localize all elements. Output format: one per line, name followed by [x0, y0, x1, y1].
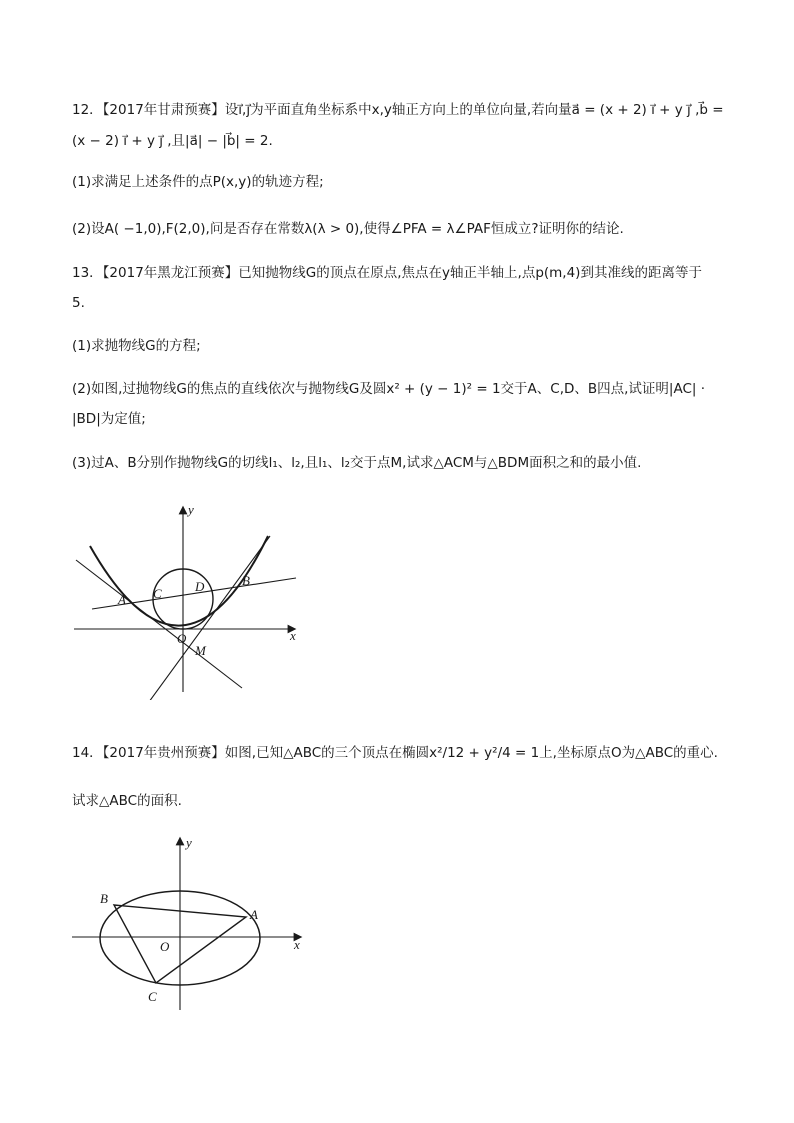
label-B: B [100, 891, 108, 906]
label-O: O [177, 631, 187, 646]
label-y: y [186, 835, 192, 850]
problem-12-line-2: (x − 2) i⃗ + y j⃗ ,且|a⃗| − |b⃗| = 2. [72, 133, 273, 149]
label-D: D [195, 579, 205, 594]
problem-14-line-1: 14．【2017年贵州预赛】如图,已知△ABC的三个顶点在椭圆x²/12 + y²/4 = 1上,坐标原点O为△ABC的重心. [72, 745, 718, 761]
problem-12-part-1: (1)求满足上述条件的点P(x,y)的轨迹方程; [72, 174, 324, 190]
problem-13-part-1: (1)求抛物线G的方程; [72, 338, 201, 354]
tangent-l2 [146, 536, 270, 700]
label-x: x [294, 937, 300, 952]
problem-12-part-2: (2)设A( −1,0),F(2,0),问是否存在常数λ(λ > 0),使得∠PFA = λ∠PAF恒成立?证明你的结论. [72, 221, 624, 237]
label-C: C [153, 586, 162, 601]
label-A: A [118, 592, 126, 607]
problem-13-part-2-cont: |BD|为定值; [72, 411, 146, 427]
label-x: x [290, 628, 296, 643]
problem-13-part-2: (2)如图,过抛物线G的焦点的直线依次与抛物线G及圆x² + (y − 1)² = 1交于A、C,D、B四点,试证明|AC| · [72, 381, 706, 397]
figure-parabola-circle [70, 500, 310, 700]
problem-13-line-2: 5. [72, 295, 85, 311]
label-O: O [160, 939, 170, 954]
tangent-l1 [76, 560, 242, 688]
label-y: y [188, 502, 194, 517]
label-B: B [242, 573, 250, 588]
figure-ellipse-triangle [70, 835, 310, 1010]
problem-12-line-1: 12．【2017年甘肃预赛】设i⃗,j⃗为平面直角坐标系中x,y轴正方向上的单位向量,若向量a⃗ = (x + 2) i⃗ + y j⃗ ,b⃗ = [72, 102, 724, 118]
problem-13-line-1: 13．【2017年黑龙江预赛】已知抛物线G的顶点在原点,焦点在y轴正半轴上,点p(m,4)到其准线的距离等于 [72, 265, 702, 281]
label-C: C [148, 989, 157, 1004]
label-M: M [195, 643, 206, 658]
problem-14-line-2: 试求△ABC的面积. [72, 793, 182, 809]
problem-13-part-3: (3)过A、B分别作抛物线G的切线l₁、l₂,且l₁、l₂交于点M,试求△ACM与△BDM面积之和的最小值. [72, 455, 642, 471]
label-A: A [250, 907, 258, 922]
